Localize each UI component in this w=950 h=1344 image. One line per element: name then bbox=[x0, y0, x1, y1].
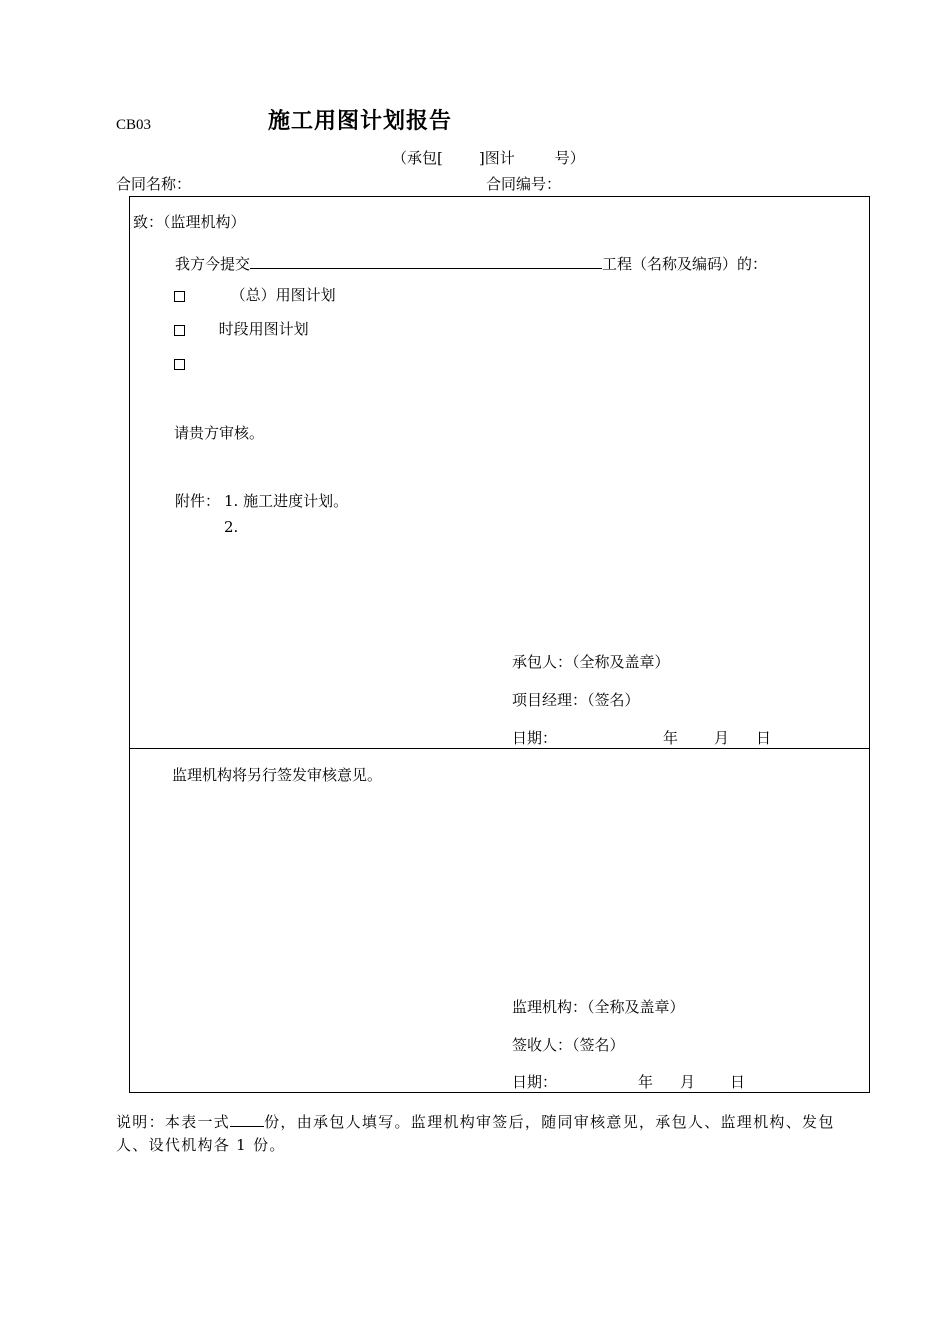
submission-suffix: 工程（名称及编码）的： bbox=[602, 255, 768, 273]
supervisor-date-day: 日 bbox=[730, 1073, 746, 1091]
footnote-part-2: 份，由承包人填写。监理机构审签后，随同审核意见，承包人、监理机构、发包人、设代机构各 1 份。 bbox=[116, 1113, 835, 1154]
submission-prefix: 我方今提交 bbox=[175, 255, 251, 273]
supervisor-date-month: 月 bbox=[680, 1073, 696, 1091]
option-other[interactable] bbox=[174, 356, 185, 371]
form-code: CB03 bbox=[116, 117, 152, 133]
contractor-date-month: 月 bbox=[714, 729, 730, 747]
contractor-date-year: 年 bbox=[663, 729, 679, 747]
review-request: 请贵方审核。 bbox=[174, 424, 265, 442]
contractor-date-day: 日 bbox=[756, 729, 772, 747]
attachment-item-2: 2. bbox=[224, 518, 239, 536]
checkbox-total-plan[interactable] bbox=[174, 291, 185, 302]
supervisor-org-signature-label: 监理机构：（全称及盖章） bbox=[512, 998, 685, 1016]
option-period-plan[interactable] bbox=[174, 322, 309, 337]
submission-line bbox=[175, 253, 767, 272]
contract-number-label: 合同编号： bbox=[486, 175, 562, 193]
project-manager-signature-label: 项目经理：（签名） bbox=[512, 691, 640, 709]
checkbox-other[interactable] bbox=[174, 359, 185, 370]
supervisor-opinion: 监理机构将另行签发审核意见。 bbox=[172, 766, 383, 784]
attachment-item-1: 1. 施工进度计划。 bbox=[224, 492, 349, 510]
option-total-plan-label: （总）用图计划 bbox=[230, 286, 336, 304]
addressee-label: 致：（监理机构） bbox=[133, 213, 246, 231]
option-total-plan[interactable] bbox=[174, 288, 336, 303]
section-divider bbox=[129, 748, 870, 749]
footnote bbox=[116, 1111, 866, 1157]
checkbox-period-plan[interactable] bbox=[174, 325, 185, 336]
document-number bbox=[392, 151, 585, 166]
contractor-date-label: 日期： bbox=[512, 729, 558, 747]
attachments-label: 附件： bbox=[175, 492, 221, 510]
option-period-plan-label: 时段用图计划 bbox=[218, 320, 309, 338]
copies-blank[interactable] bbox=[230, 1112, 264, 1127]
document-number-open: （承包[ bbox=[392, 149, 443, 167]
document-number-mid: ]图计 bbox=[478, 149, 515, 167]
project-name-blank[interactable] bbox=[250, 253, 602, 269]
footnote-part-1: 说明：本表一式 bbox=[116, 1113, 231, 1131]
contractor-signature-label: 承包人：（全称及盖章） bbox=[512, 653, 670, 671]
document-number-close: 号） bbox=[554, 149, 585, 167]
receiver-signature-label: 签收人：（签名） bbox=[512, 1036, 625, 1054]
page-title: 施工用图计划报告 bbox=[268, 109, 453, 134]
supervisor-date-label: 日期： bbox=[512, 1073, 558, 1091]
supervisor-date-year: 年 bbox=[638, 1073, 654, 1091]
contract-name-label: 合同名称： bbox=[116, 175, 192, 193]
